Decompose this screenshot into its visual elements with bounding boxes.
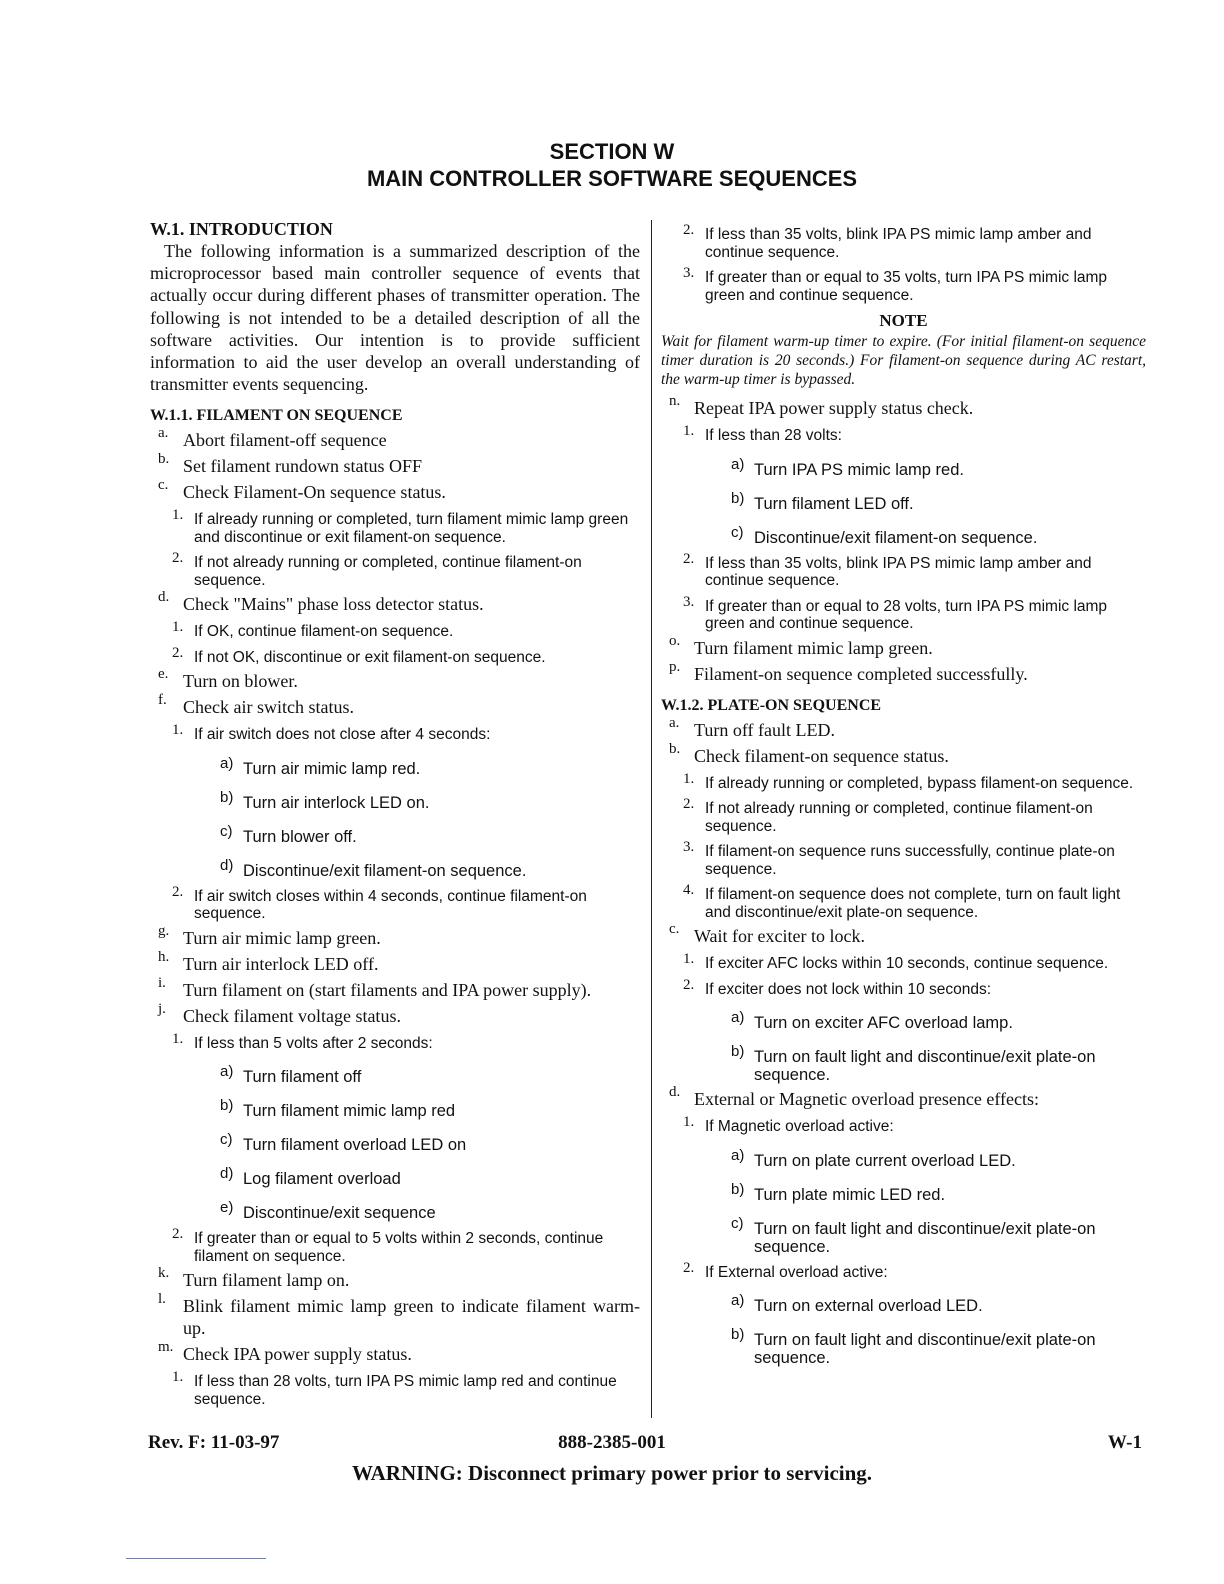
action-item: [661, 523, 1146, 547]
step-text: Turn air mimic lamp green.: [183, 927, 381, 948]
step-marker: 1.: [683, 951, 695, 967]
subsection-heading: W.1.2. PLATE-ON SEQUENCE: [661, 696, 882, 714]
step-text: If not already running or completed, continue filament-on sequence.: [194, 554, 582, 589]
step-item: [150, 666, 640, 692]
step-marker: d): [220, 856, 234, 874]
step-marker: a): [220, 1063, 234, 1081]
step-marker: c): [731, 1214, 744, 1232]
substep-item: [661, 839, 1146, 878]
substep-item: [661, 593, 1146, 633]
substep-item: [661, 770, 1146, 793]
step-item: [661, 1084, 1146, 1110]
step-marker: n.: [669, 393, 681, 409]
substep-item: [150, 507, 640, 546]
step-item: [661, 740, 1146, 767]
step-text: Check air switch status.: [183, 697, 354, 718]
step-marker: 3.: [683, 593, 695, 610]
substep-item: [661, 550, 1146, 590]
step-marker: d.: [158, 589, 170, 606]
step-text: External or Magnetic overload presence effects:: [694, 1089, 1040, 1109]
step-marker: b): [220, 788, 234, 806]
revision-label: Rev. F: 11-03-97: [148, 1432, 280, 1453]
substep-item: [661, 951, 1146, 973]
substep-item: [150, 1369, 640, 1408]
action-item: [150, 1131, 640, 1155]
step-text: If less than 35 volts, blink IPA PS mimic lamp amber and continue sequence.: [705, 226, 1092, 261]
step-marker: 3.: [683, 839, 695, 855]
step-text: If air switch does not close after 4 seconds:: [194, 726, 491, 744]
substep-item: [661, 222, 1146, 261]
action-item: [150, 788, 640, 812]
step-marker: c): [731, 523, 744, 541]
step-marker: 2.: [172, 883, 184, 900]
substep-item: [150, 619, 640, 641]
step-marker: 2.: [172, 1226, 184, 1243]
step-item: [150, 692, 640, 718]
step-text: Discontinue/exit filament-on sequence.: [754, 528, 1038, 547]
action-item: [150, 1097, 640, 1121]
note-block: [661, 310, 1146, 389]
step-text: Check Filament-On sequence status.: [183, 482, 446, 503]
step-marker: h.: [158, 948, 170, 965]
step-text: If OK, continue filament-on sequence.: [194, 623, 454, 641]
step-marker: k.: [158, 1265, 170, 1282]
scan-artifact-line: [126, 1558, 266, 1559]
step-text: Turn on fault light and discontinue/exit plate-on sequence.: [754, 1331, 1096, 1367]
step-marker: g.: [158, 922, 170, 939]
step-marker: i.: [158, 974, 166, 991]
step-text: Turn filament LED off.: [754, 494, 914, 513]
step-item: [150, 974, 640, 1001]
step-text: Turn on plate current overload LED.: [754, 1151, 1016, 1170]
action-item: [661, 1326, 1146, 1367]
step-text: Set filament rundown status OFF: [183, 456, 422, 477]
step-marker: a): [731, 1009, 745, 1026]
step-text: Turn on blower.: [183, 671, 298, 692]
step-text: If exciter AFC locks within 10 seconds, continue sequence.: [705, 955, 1109, 972]
step-marker: l.: [158, 1291, 166, 1308]
step-text: Turn blower off.: [243, 827, 357, 846]
step-marker: 1.: [172, 722, 184, 739]
step-text: Turn filament lamp on.: [183, 1270, 350, 1291]
action-item: [150, 1165, 640, 1189]
substep-item: [661, 976, 1146, 999]
step-text: Turn filament on (start filaments and IPA power supply).: [183, 979, 592, 1000]
step-item: [661, 714, 1146, 741]
step-item: [150, 477, 640, 503]
substep-item: [661, 1259, 1146, 1282]
step-text: If greater than or equal to 35 volts, turn IPA PS mimic lamp green and continue sequence.: [705, 269, 1108, 304]
step-marker: a): [731, 455, 745, 473]
step-text: Turn filament off: [243, 1068, 362, 1087]
step-item: [661, 658, 1146, 685]
step-item: [150, 589, 640, 615]
step-marker: 4.: [683, 882, 695, 898]
step-text: Repeat IPA power supply status check.: [694, 398, 974, 418]
step-marker: 2.: [172, 550, 184, 567]
step-text: Log filament overload: [243, 1170, 401, 1189]
step-text: If not already running or completed, continue filament-on sequence.: [705, 800, 1093, 835]
action-item: [150, 856, 640, 880]
step-marker: b.: [158, 451, 170, 468]
step-text: If less than 28 volts, turn IPA PS mimic lamp red and continue sequence.: [194, 1373, 617, 1408]
step-marker: b): [220, 1097, 234, 1115]
step-marker: c.: [669, 921, 680, 937]
step-text: Discontinue/exit sequence: [243, 1204, 436, 1223]
action-item: [661, 1146, 1146, 1170]
action-item: [661, 1180, 1146, 1204]
step-marker: b): [731, 489, 745, 507]
right-column: [661, 218, 1146, 1367]
substep-item: [661, 1114, 1146, 1136]
step-marker: c.: [158, 477, 169, 494]
step-text: Turn filament mimic lamp green.: [694, 637, 933, 658]
step-text: If less than 35 volts, blink IPA PS mimic lamp amber and continue sequence.: [705, 554, 1092, 589]
left-sequence-list: [150, 407, 640, 1408]
step-text: Turn on fault light and discontinue/exit plate-on sequence.: [754, 1048, 1096, 1084]
column-divider: [651, 220, 652, 1418]
step-text: Check IPA power supply status.: [183, 1344, 412, 1365]
step-marker: 1.: [172, 1030, 184, 1047]
action-item: [661, 489, 1146, 513]
step-text: If filament-on sequence does not complete, turn on fault light and discontinue/exit plate-on sequence.: [705, 886, 1121, 921]
left-column: [150, 218, 640, 1408]
warning-banner: WARNING: Disconnect primary power prior to servicing.: [351, 1461, 873, 1485]
step-marker: 1.: [683, 1114, 695, 1130]
action-item: [150, 1199, 640, 1223]
step-marker: 2.: [683, 222, 695, 238]
step-text: If External overload active:: [705, 1263, 888, 1281]
step-text: Turn on external overload LED.: [754, 1297, 983, 1315]
step-text: If less than 5 volts after 2 seconds:: [194, 1034, 433, 1052]
section-label: SECTION W: [549, 139, 675, 164]
step-item: [661, 921, 1146, 947]
step-text: If air switch closes within 4 seconds, continue filament-on sequence.: [194, 887, 587, 923]
page-number: W-1: [1107, 1432, 1142, 1453]
step-marker: 1.: [172, 507, 184, 524]
step-text: If less than 28 volts:: [705, 427, 842, 444]
intro-heading: W.1. INTRODUCTION: [150, 219, 333, 239]
step-text: Wait for exciter to lock.: [694, 926, 865, 946]
step-marker: e.: [158, 666, 169, 683]
step-marker: p.: [669, 658, 681, 675]
step-marker: 2.: [683, 1259, 695, 1276]
step-marker: b.: [669, 740, 681, 757]
step-marker: 2.: [172, 644, 184, 661]
page-title: [0, 138, 1224, 192]
step-item: [150, 1291, 640, 1339]
section-title: MAIN CONTROLLER SOFTWARE SEQUENCES: [366, 166, 858, 191]
step-marker: 1.: [172, 1369, 184, 1386]
step-text: Turn filament mimic lamp red: [243, 1102, 456, 1121]
step-item: [150, 948, 640, 975]
substep-item: [150, 644, 640, 667]
step-marker: m.: [158, 1339, 174, 1356]
step-text: Blink filament mimic lamp green to indicate filament warm-up.: [183, 1296, 640, 1339]
step-text: Turn off fault LED.: [694, 719, 835, 740]
step-marker: d.: [669, 1084, 681, 1100]
step-text: If not OK, discontinue or exit filament-on sequence.: [194, 648, 546, 666]
step-text: Abort filament-off sequence: [183, 430, 387, 451]
step-marker: c): [220, 822, 233, 840]
step-item: [661, 632, 1146, 659]
step-text: Turn filament overload LED on: [243, 1136, 467, 1155]
subsection-heading: W.1.1. FILAMENT ON SEQUENCE: [150, 407, 403, 425]
note-title: NOTE: [879, 311, 928, 330]
step-item: [150, 1265, 640, 1291]
step-marker: 1.: [683, 423, 695, 439]
step-item: [150, 922, 640, 949]
step-text: If already running or completed, bypass filament-on sequence.: [705, 774, 1134, 792]
right-sequence-list: [661, 222, 1146, 1367]
action-item: [661, 1043, 1146, 1084]
step-marker: 3.: [683, 265, 695, 281]
action-item: [661, 1009, 1146, 1032]
substep-item: [661, 423, 1146, 445]
step-marker: a): [220, 754, 234, 772]
intro-paragraph: The following information is a summarized description of the microprocessor based main controller sequence of events that actually occur during different phases of transmitter operation. The following is not intended to be a detailed description of all the software activities. Our intention is to provide sufficient information to aid the user develop an overall understanding of transmitter events sequencing.: [150, 241, 640, 395]
step-item: [150, 1000, 640, 1027]
step-text: If greater than or equal to 28 volts, turn IPA PS mimic lamp green and continue sequence.: [705, 597, 1108, 632]
substep-item: [661, 265, 1146, 304]
step-text: If Magnetic overload active:: [705, 1118, 894, 1135]
step-text: Turn IPA PS mimic lamp red.: [754, 460, 964, 479]
substep-item: [661, 882, 1146, 921]
step-text: Check "Mains" phase loss detector status.: [183, 594, 484, 615]
step-text: If filament-on sequence runs successfully, continue plate-on sequence.: [705, 843, 1115, 878]
step-text: Turn air interlock LED off.: [183, 953, 379, 974]
step-marker: o.: [669, 632, 681, 649]
step-marker: a.: [158, 425, 169, 442]
action-item: [661, 1214, 1146, 1256]
step-marker: b): [731, 1326, 745, 1343]
substep-item: [150, 883, 640, 923]
substep-item: [150, 722, 640, 744]
step-text: Filament-on sequence completed successfully.: [694, 663, 1028, 684]
step-item: [150, 451, 640, 477]
step-item: [661, 393, 1146, 419]
step-marker: 1.: [172, 619, 184, 636]
action-item: [150, 754, 640, 778]
step-marker: a.: [669, 714, 680, 731]
step-text: If already running or completed, turn filament mimic lamp green and discontinue or exit filament-on sequence.: [194, 511, 629, 546]
substep-item: [150, 1030, 640, 1053]
step-marker: 1.: [683, 770, 695, 787]
substep-item: [661, 796, 1146, 835]
step-text: Turn on exciter AFC overload lamp.: [754, 1014, 1013, 1032]
step-marker: j.: [158, 1000, 166, 1017]
step-text: Turn air interlock LED on.: [243, 793, 430, 812]
step-text: Check filament-on sequence status.: [694, 745, 949, 766]
action-item: [150, 1063, 640, 1087]
step-text: If greater than or equal to 5 volts within 2 seconds, continue filament on sequence.: [194, 1230, 604, 1265]
step-marker: a): [731, 1146, 745, 1164]
step-marker: b): [731, 1043, 745, 1060]
note-text: Wait for filament warm-up timer to expire. (For initial filament-on sequence timer duration is 20 seconds.) For filament-on sequence during AC restart, the warm-up timer is bypassed.: [661, 333, 1146, 388]
substep-item: [150, 1226, 640, 1265]
step-marker: c): [220, 1131, 233, 1149]
step-text: Check filament voltage status.: [183, 1005, 401, 1026]
step-text: Turn on fault light and discontinue/exit plate-on sequence.: [754, 1219, 1096, 1256]
action-item: [661, 455, 1146, 479]
step-marker: a): [731, 1292, 745, 1309]
step-item: [150, 425, 640, 451]
step-text: Turn air mimic lamp red.: [243, 759, 421, 778]
step-marker: e): [220, 1199, 234, 1217]
action-item: [661, 1292, 1146, 1315]
step-marker: d): [220, 1165, 234, 1183]
step-item: [150, 1339, 640, 1365]
step-text: If exciter does not lock within 10 seconds:: [705, 980, 992, 998]
step-marker: 2.: [683, 796, 695, 812]
step-marker: 2.: [683, 976, 695, 993]
step-text: Discontinue/exit filament-on sequence.: [243, 861, 527, 880]
action-item: [150, 822, 640, 846]
substep-item: [150, 550, 640, 589]
step-marker: 2.: [683, 550, 695, 567]
part-number: 888-2385-001: [558, 1432, 666, 1453]
step-marker: f.: [158, 692, 167, 709]
step-text: Turn plate mimic LED red.: [754, 1185, 946, 1204]
step-marker: b): [731, 1180, 745, 1198]
